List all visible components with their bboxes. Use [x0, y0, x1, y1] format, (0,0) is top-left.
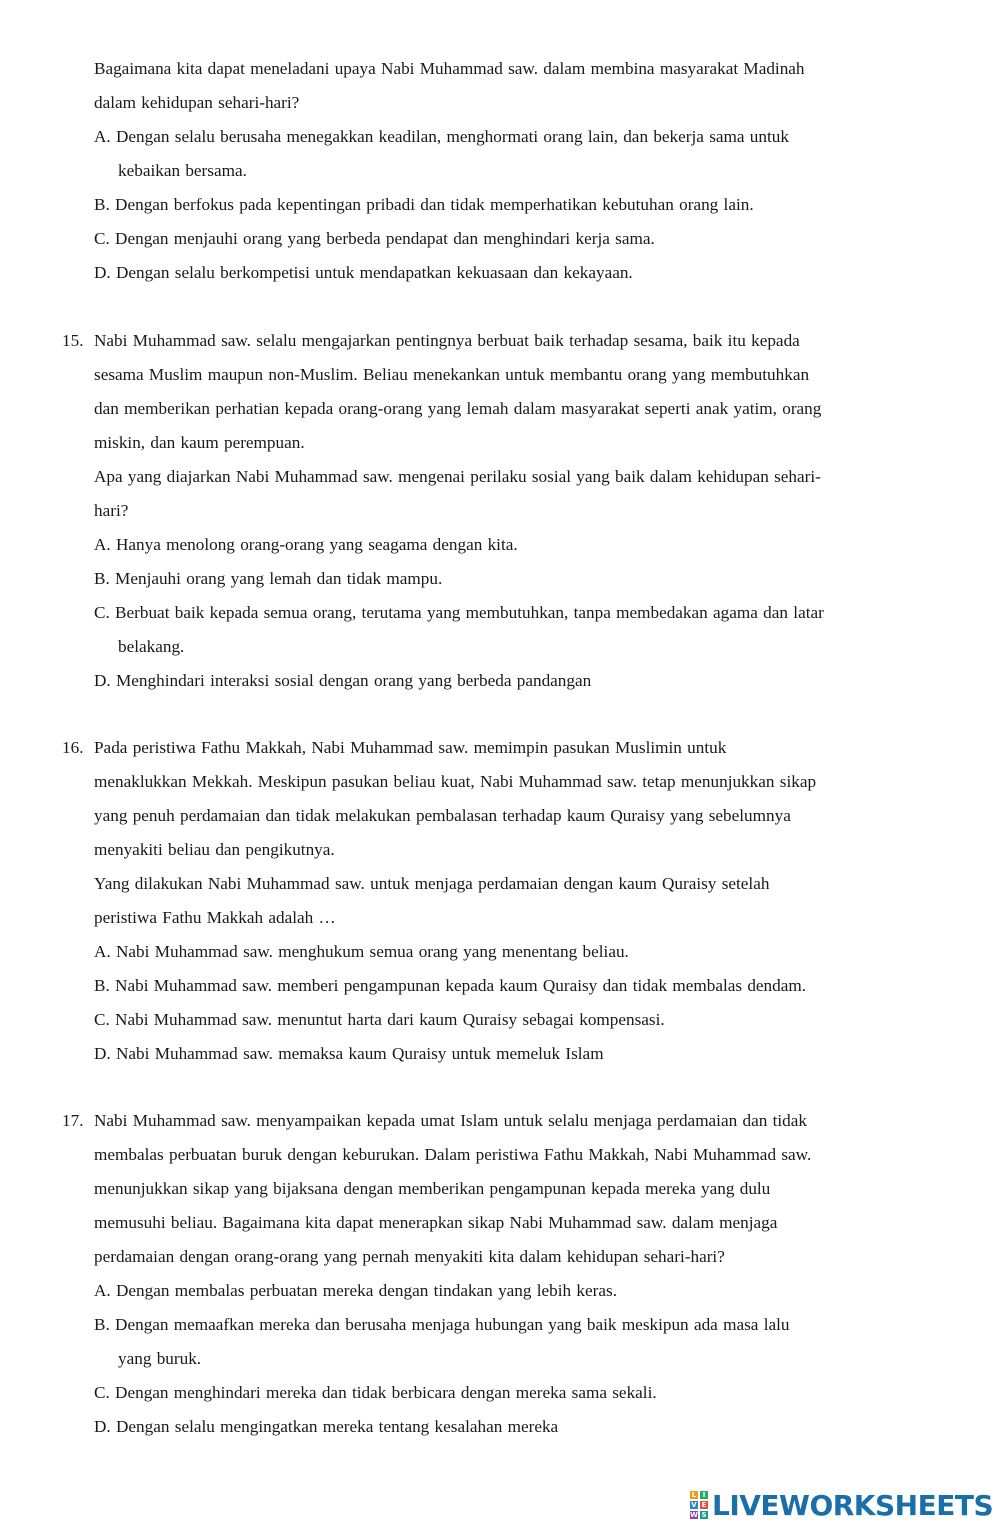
q14-option-c[interactable]: C. Dengan menjauhi orang yang berbeda pendapat dan menghindari kerja sama.: [94, 229, 655, 248]
q17-stem-line-5: perdamaian dengan orang-orang yang pernah menyakiti kita dalam kehidupan sehari-hari?: [94, 1247, 725, 1266]
q16-option-d[interactable]: D. Nabi Muhammad saw. memaksa kaum Quraisy untuk memeluk Islam: [94, 1044, 604, 1063]
q17-option-b[interactable]: B. Dengan memaafkan mereka dan berusaha menjaga hubungan yang baik meskipun ada masa lalu: [94, 1315, 790, 1334]
q15-option-c[interactable]: C. Berbuat baik kepada semua orang, terutama yang membutuhkan, tanpa membedakan agama dan latar: [94, 603, 824, 622]
logo-text: LIVEWORKSHEETS: [712, 1488, 994, 1522]
logo-tile: S: [701, 1511, 707, 1519]
q15-option-d[interactable]: D. Menghindari interaksi sosial dengan orang yang berbeda pandangan: [94, 671, 592, 690]
q16-stem-line-5: Yang dilakukan Nabi Muhammad saw. untuk menjaga perdamaian dengan kaum Quraisy setelah: [94, 874, 770, 893]
liveworksheets-logo: [690, 1488, 993, 1522]
q15-option-a[interactable]: A. Hanya menolong orang-orang yang seagama dengan kita.: [94, 535, 518, 554]
q15-option-b[interactable]: B. Menjauhi orang yang lemah dan tidak mampu.: [94, 569, 443, 588]
q16-number: 16.: [62, 738, 84, 757]
q16-stem-line-3: yang penuh perdamaian dan tidak melakukan pembalasan terhadap kaum Quraisy yang sebelumnya: [94, 806, 791, 825]
q16-stem-line-6: peristiwa Fathu Makkah adalah …: [94, 908, 336, 927]
q15-option-c-cont[interactable]: belakang.: [118, 637, 185, 656]
q17-stem-line-2: membalas perbuatan buruk dengan keburukan. Dalam peristiwa Fathu Makkah, Nabi Muhammad saw.: [94, 1145, 812, 1164]
q17-number: 17.: [62, 1111, 84, 1130]
q17-option-d[interactable]: D. Dengan selalu mengingatkan mereka tentang kesalahan mereka: [94, 1417, 559, 1436]
q16-option-c[interactable]: C. Nabi Muhammad saw. menuntut harta dari kaum Quraisy sebagai kompensasi.: [94, 1010, 665, 1029]
logo-tile: L: [691, 1491, 697, 1499]
q14-option-a-cont[interactable]: kebaikan bersama.: [118, 161, 247, 180]
q14-option-a[interactable]: A. Dengan selalu berusaha menegakkan keadilan, menghormati orang lain, dan bekerja sama untuk: [94, 127, 789, 146]
q16-stem-line-4: menyakiti beliau dan pengikutnya.: [94, 840, 335, 859]
logo-tile: V: [691, 1501, 697, 1509]
q15-stem-line-5: Apa yang diajarkan Nabi Muhammad saw. mengenai perilaku sosial yang baik dalam kehidupan sehari-: [94, 467, 821, 486]
q14-stem-line-2: dalam kehidupan sehari-hari?: [94, 93, 300, 112]
q16-option-a[interactable]: A. Nabi Muhammad saw. menghukum semua orang yang menentang beliau.: [94, 942, 629, 961]
q16-option-b[interactable]: B. Nabi Muhammad saw. memberi pengampunan kepada kaum Quraisy dan tidak membalas dendam.: [94, 976, 807, 995]
logo-grid-icon: [690, 1491, 708, 1519]
q15-stem-line-4: miskin, dan kaum perempuan.: [94, 433, 305, 452]
logo-tile: W: [690, 1511, 698, 1519]
q17-stem-line-4: memusuhi beliau. Bagaimana kita dapat menerapkan sikap Nabi Muhammad saw. dalam menjaga: [94, 1213, 778, 1232]
q14-option-d[interactable]: D. Dengan selalu berkompetisi untuk mendapatkan kekuasaan dan kekayaan.: [94, 263, 633, 282]
q17-option-a[interactable]: A. Dengan membalas perbuatan mereka dengan tindakan yang lebih keras.: [94, 1281, 617, 1300]
q16-stem-line-2: menaklukkan Mekkah. Meskipun pasukan beliau kuat, Nabi Muhammad saw. tetap menunjukkan sikap: [94, 772, 817, 791]
q17-stem-line-3: menunjukkan sikap yang bijaksana dengan memberikan pengampunan kepada mereka yang dulu: [94, 1179, 771, 1198]
q15-stem-line-2: sesama Muslim maupun non-Muslim. Beliau menekankan untuk membantu orang yang membutuhkan: [94, 365, 810, 384]
q15-stem-line-6: hari?: [94, 501, 129, 520]
q17-option-c[interactable]: C. Dengan menghindari mereka dan tidak berbicara dengan mereka sama sekali.: [94, 1383, 657, 1402]
logo-tile: I: [700, 1491, 708, 1499]
q14-option-b[interactable]: B. Dengan berfokus pada kepentingan pribadi dan tidak memperhatikan kebutuhan orang lain.: [94, 195, 754, 214]
q17-option-b-cont[interactable]: yang buruk.: [118, 1349, 202, 1368]
q14-stem-line-1: Bagaimana kita dapat meneladani upaya Nabi Muhammad saw. dalam membina masyarakat Madinah: [94, 59, 805, 78]
q15-number: 15.: [62, 331, 84, 350]
q16-stem-line-1: Pada peristiwa Fathu Makkah, Nabi Muhammad saw. memimpin pasukan Muslimin untuk: [94, 738, 727, 757]
logo-tile: E: [701, 1501, 707, 1509]
q15-stem-line-3: dan memberikan perhatian kepada orang-orang yang lemah dalam masyarakat seperti anak yatim, orang: [94, 399, 822, 418]
q15-stem-line-1: Nabi Muhammad saw. selalu mengajarkan pentingnya berbuat baik terhadap sesama, baik itu kepada: [94, 331, 800, 350]
q17-stem-line-1: Nabi Muhammad saw. menyampaikan kepada umat Islam untuk selalu menjaga perdamaian dan tidak: [94, 1111, 807, 1130]
